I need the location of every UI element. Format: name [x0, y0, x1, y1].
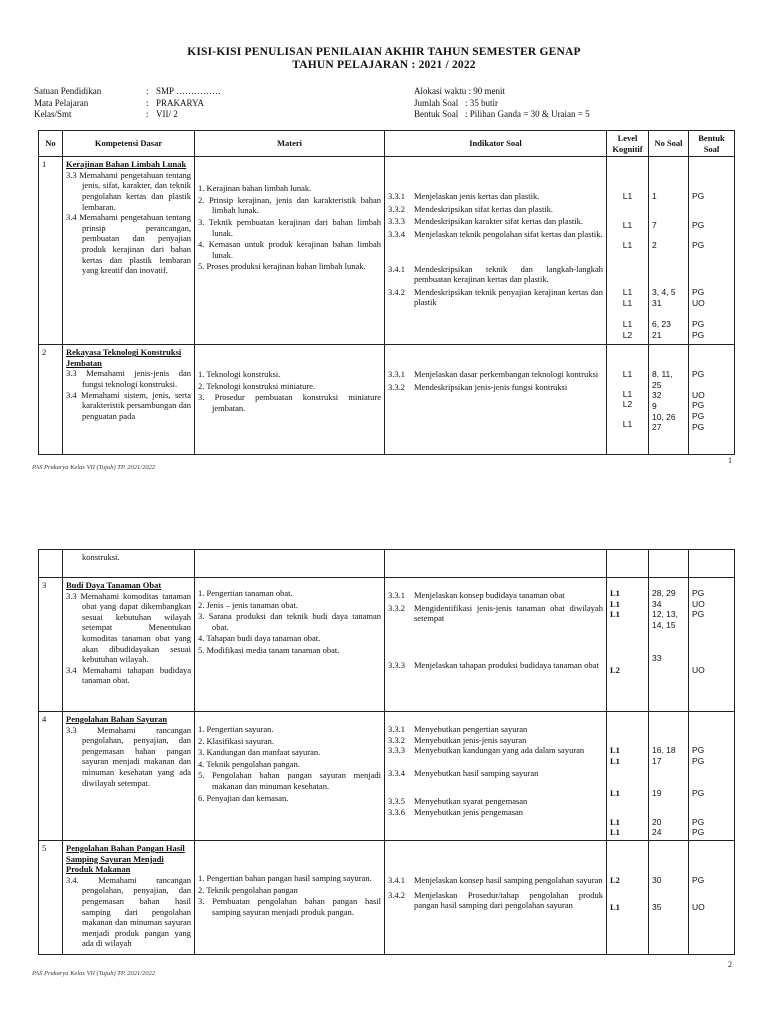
- kd-item: 3.4 Memahami pengetahuan tentang prinsip perancangan, pembuatan dan penyajian produk kerajinan dari bahan kertas dan plastik lembaran yang kreatif dan inovatif.: [66, 212, 191, 276]
- header-nosoal: No Soal: [649, 131, 689, 157]
- table-row: [39, 840, 735, 954]
- page-footer: PAS Prakarya Kelas VII (Tujuh) TP. 2021/2022: [32, 970, 156, 977]
- topic-title: Rekayasa Teknologi Konstruksi Jembatan: [66, 347, 182, 368]
- indikator-item: 3.3.3 Mendeskripsikan karakter sifat kertas dan plastik.: [388, 216, 584, 227]
- level-cell: L1 L1 L1 L2: [607, 578, 649, 712]
- header-level: Level Kognitif: [607, 131, 649, 157]
- meta-right: [414, 86, 590, 121]
- materi-item: 4. Teknik pengolahan pangan.: [198, 758, 300, 769]
- indikator-item: 3.3.2 Menyebutkan jenis-jenis sayuran: [388, 734, 527, 745]
- kd-cell: [63, 840, 195, 954]
- kd-cell: [63, 157, 195, 345]
- materi-item: 5. Proses produksi kerajinan bahan limbah lunak.: [198, 261, 366, 272]
- bentuk-cell: PG PG PG PG UO PG PG: [689, 157, 735, 345]
- bentuk-cell: PG PG PG PG PG: [689, 712, 735, 841]
- indikator-item: 3.3.6 Menyebutkan jenis pengemasan: [388, 806, 524, 817]
- kd-item: 3.4 Memahami tahapan budidaya tanaman obat.: [66, 664, 191, 686]
- kd-cell: [63, 712, 195, 841]
- header-kd: Kompetensi Dasar: [63, 131, 195, 157]
- level-cell: L1 L1 L2 L1: [607, 345, 649, 455]
- materi-item: 3. Kandungan dan manfaat sayuran.: [198, 747, 321, 758]
- kd-item: 3.4 Memahami sistem, jenis, serta karakteristik persambungan dan penguatan pada: [66, 389, 191, 421]
- page-number: 1: [728, 456, 732, 465]
- meta-alokasi: Alokasi waktu : 90 menit: [414, 86, 505, 96]
- topic-title: Kerajinan Bahan Limbah Lunak: [66, 159, 187, 170]
- meta-row-kelas: Kelas/Smt : VII/ 2: [34, 109, 178, 119]
- header-no: No: [39, 131, 63, 157]
- indikator-item: 3.3.4 Menyebutkan hasil samping sayuran: [388, 767, 539, 778]
- indikator-item: 3.3.2 Mengidentifikasi jenis-jenis tanaman obat diwilayah setempat: [388, 602, 603, 624]
- indikator-item: 3.3.1 Menyebutkan pengertian sayuran: [388, 724, 528, 734]
- row-number: 1: [39, 157, 63, 345]
- bentuk-cell: PG UO PG UO: [689, 578, 735, 712]
- materi-item: 4. Tahapan budi daya tanaman obat.: [198, 633, 321, 644]
- table-row: [39, 578, 735, 712]
- header-bentuk: Bentuk Soal: [689, 131, 735, 157]
- materi-item: 2. Prinsip kerajinan, jenis dan karakteristik bahan limbah lunak.: [198, 194, 381, 216]
- materi-item: 1. Pengertian tanaman obat.: [198, 588, 293, 598]
- level-cell: L1 L1 L1 L1 L1 L1 L2: [607, 157, 649, 345]
- row-number: 4: [39, 712, 63, 841]
- kd-item: 3.3 Memahami pengetahuan tentang jenis, sifat, karakter, dan teknik pengolahan kertas dan plastik lembaran.: [66, 169, 191, 212]
- materi-cell: [195, 712, 385, 841]
- table-row: [39, 712, 735, 841]
- indikator-item: 3.4.1 Menjelaskan konsep hasil samping pengolahan sayuran: [388, 874, 603, 885]
- level-cell: L2 L1: [607, 840, 649, 954]
- kisi-kisi-table-2: [38, 549, 735, 955]
- materi-item: 2. Jenis – jenis tanaman obat.: [198, 599, 298, 610]
- table-row: [39, 157, 735, 345]
- indikator-item: 3.3.1 Menjelaskan jenis kertas dan plastik.: [388, 191, 540, 202]
- table-row: [39, 345, 735, 455]
- meta-row-mapel: Mata Pelajaran : PRAKARYA: [34, 97, 205, 108]
- kd-cell: [63, 345, 195, 455]
- indikator-cell: [385, 345, 607, 455]
- materi-cell: [195, 157, 385, 345]
- page-number: 2: [728, 960, 732, 969]
- page-2: [0, 512, 768, 1024]
- materi-item: 6. Penyajian dan kemasan.: [198, 792, 289, 803]
- materi-item: 3. Sarana produksi dan teknik budi daya tanaman obat.: [198, 611, 381, 632]
- indikator-item: 3.4.2 Mendeskripsikan teknik penyajian kerajinan kertas dan plastik: [388, 286, 603, 308]
- kd-cell: [63, 578, 195, 712]
- materi-item: 2. Teknik pengolahan pangan: [198, 884, 298, 895]
- indikator-item: 3.3.1 Menjelaskan konsep budidaya tanaman obat: [388, 590, 565, 600]
- materi-item: 5. Pengolahan bahan pangan sayuran menjadi makanan dan minuman kesehatan.: [198, 770, 381, 791]
- indikator-item: 3.3.2 Mendeskripsikan sifat kertas dan plastik.: [388, 203, 554, 214]
- row-number: 5: [39, 840, 63, 954]
- level-cell: L1 L1 L1 L1 L1: [607, 712, 649, 841]
- nosoal-cell: 28, 29 34 12, 13, 14, 15 33: [649, 578, 689, 712]
- nosoal-cell: 30 35: [649, 840, 689, 954]
- kd-item: 3.3 Memahami rancangan pengolahan, penyajian, dan pengemasan bahan pangan sayuran menjadi makanan dan minuman kesehatan yang ada diwilayah setempat.: [66, 724, 191, 788]
- meta-row-satuan: Satuan Pendidikan : SMP ……………: [34, 86, 221, 96]
- materi-item: 1. Pengertian sayuran.: [198, 724, 274, 734]
- materi-item: 2. Klasifikasi sayuran.: [198, 735, 275, 746]
- meta-bentuk: Bentuk Soal : Pilihan Ganda = 30 & Uraian = 5: [414, 109, 590, 119]
- materi-item: 4. Kemasan untuk produk kerajinan bahan limbah lunak.: [198, 239, 381, 260]
- row-number: 3: [39, 578, 63, 712]
- materi-item: 5. Modifikasi media tanam tanaman obat.: [198, 644, 340, 655]
- document-subtitle: TAHUN PELAJARAN : 2021 / 2022: [292, 59, 476, 71]
- materi-item: 3. Pembuatan pengolahan bahan pangan hasil samping sayuran menjadi produk pangan.: [198, 896, 381, 917]
- materi-item: 1. Kerajinan bahan limbah lunak.: [198, 183, 312, 194]
- materi-cell: [195, 840, 385, 954]
- header-indikator: Indikator Soal: [385, 131, 607, 157]
- materi-item: 2. Teknologi konstruksi miniature.: [198, 380, 316, 391]
- topic-title: Pengolahan Bahan Pangan Hasil Samping Sayuran Menjadi Produk Makanan: [66, 842, 185, 875]
- indikator-item: 3.3.1 Menjelaskan dasar perkembangan teknologi kontruksi: [388, 369, 599, 380]
- nosoal-cell: 8, 11, 25 32 9 10, 26 27: [649, 345, 689, 455]
- kd-item: 3.4. Memahami rancangan pengolahan, penyajian, dan pengemasan bahan hasil samping dari pengolahan makanan dan minuman sayuran menjadi produk pangan yang ada di wilayah: [66, 874, 191, 949]
- table-row-continuation: [39, 550, 735, 578]
- materi-item: 3. Prosedur pembuatan konstruksi miniature jembatan.: [198, 392, 381, 413]
- row-number: 2: [39, 345, 63, 455]
- document-title: KISI-KISI PENULISAN PENILAIAN AKHIR TAHUN SEMESTER GENAP: [187, 46, 581, 58]
- indikator-item: 3.4.2 Menjelaskan Prosedur/tahap pengolahan produk pangan hasil samping dari pengolahan sayuran: [388, 889, 603, 911]
- kd-item: 3.3 Memahami komoditas tanaman obat yang dapat dikembangkan sesuai kebutuhan wilayah setempat Menentukan komoditas tanaman obat yang akan dibudidayakan sesuai kebutuhan wilayah.: [66, 590, 192, 665]
- indikator-cell: [385, 157, 607, 345]
- topic-title: Budi Daya Tanaman Obat: [66, 580, 162, 590]
- indikator-item: 3.4.1 Mendeskripsikan teknik dan langkah-langkah pembuatan kerajinan kertas dan plastik.: [388, 263, 603, 285]
- nosoal-cell: 16, 18 17 19 20 24: [649, 712, 689, 841]
- materi-item: 1. Pengertian bahan pangan hasil samping sayuran.: [198, 872, 372, 883]
- indikator-item: 3.3.4 Menjelaskan teknik pengolahan sifat kertas dan plastik.: [388, 228, 603, 239]
- materi-cell: [195, 578, 385, 712]
- materi-item: 1. Teknologi konstruksi.: [198, 369, 281, 380]
- meta-jumlah: Jumlah Soal : 35 butir: [414, 97, 498, 108]
- indikator-item: 3.3.3 Menjelaskan tahapan produksi budidaya tanaman obat: [388, 659, 599, 670]
- topic-title: Pengolahan Bahan Sayuran: [66, 714, 168, 724]
- indikator-cell: [385, 578, 607, 712]
- materi-item: 3. Teknik pembuatan kerajinan dari bahan limbah lunak.: [198, 216, 381, 238]
- indikator-item: 3.3.3 Menyebutkan kandungan yang ada dalam sayuran: [388, 745, 585, 756]
- materi-cell: [195, 345, 385, 455]
- indikator-cell: [385, 840, 607, 954]
- kisi-kisi-table-1: [38, 130, 735, 455]
- bentuk-cell: PG UO: [689, 840, 735, 954]
- indikator-cell: [385, 712, 607, 841]
- page-footer: PAS Prakarya Kelas VII (Tujuh) TP. 2021/2022: [32, 464, 156, 471]
- indikator-item: 3.3.2 Mendeskripsikan jenis-jenis fungsi kontruksi: [388, 381, 568, 392]
- kd-item: 3.3 Memahami jenis-jenis dan fungsi teknologi konstruksi.: [66, 368, 191, 389]
- meta-left: [34, 86, 221, 121]
- nosoal-cell: 1 7 2 3, 4, 5 31 6, 23 21: [649, 157, 689, 345]
- bentuk-cell: PG UO PG PG PG: [689, 345, 735, 455]
- header-materi: Materi: [195, 131, 385, 157]
- table-header-row: [39, 131, 735, 157]
- indikator-item: 3.3.5 Menyebutkan syarat pengemasan: [388, 796, 528, 807]
- kd-cell: konstruksi.: [63, 550, 195, 578]
